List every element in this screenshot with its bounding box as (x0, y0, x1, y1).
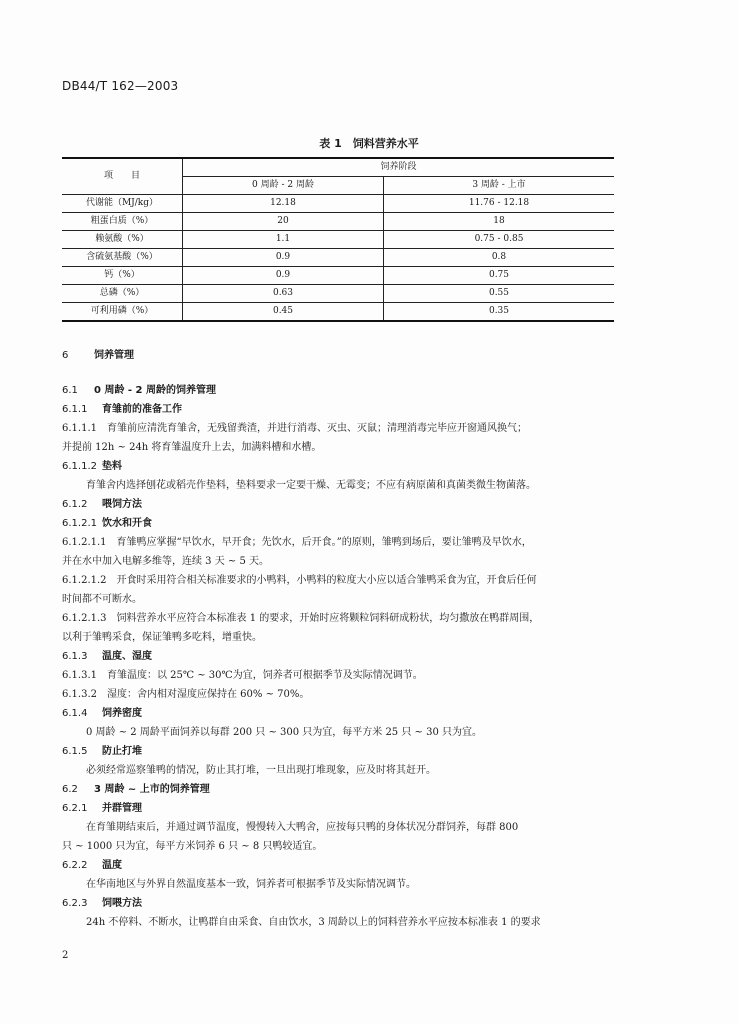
row-value-a: 0.45 (183, 303, 384, 322)
section-number: 6.1 (62, 385, 78, 396)
row-value-a: 1.1 (183, 231, 384, 249)
paragraph-6-1-2-1-1-line1: 6.1.2.1.1 育雏鸭应掌握“早饮水，早开食；先饮水，后开食。”的原则，雏鸭到场后，要让雏鸭及早饮水， (62, 537, 532, 548)
section-title: 温度 (102, 860, 122, 871)
section-number: 6.1.5 (62, 746, 88, 757)
section-heading-6-1-2 (62, 495, 618, 514)
section-heading-6-1-4 (62, 704, 618, 723)
table-row (62, 231, 614, 249)
section-number: 6.1.3 (62, 651, 88, 662)
section-heading-6-1-1-2 (62, 457, 618, 476)
row-name: 代谢能（MJ/kg） (62, 195, 183, 213)
nutrition-table (62, 157, 614, 322)
section-title: 垫料 (102, 461, 122, 472)
row-name: 钙（%） (62, 267, 183, 285)
row-name: 总磷（%） (62, 285, 183, 303)
section-number: 6.2 (62, 784, 78, 795)
header-col-0-2: 0 周龄 - 2 周龄 (183, 177, 384, 195)
row-name: 可利用磷（%） (62, 303, 183, 322)
section-heading-6-1-3 (62, 647, 618, 666)
paragraph-6-1-3-2: 6.1.3.2 湿度：舍内相对湿度应保持在 60% ~ 70%。 (62, 689, 310, 700)
row-name: 含硫氨基酸（%） (62, 249, 183, 267)
row-value-b: 0.8 (384, 249, 615, 267)
row-value-b: 0.75 - 0.85 (384, 231, 615, 249)
section-number: 6.1.2.1 (62, 518, 97, 529)
paragraph-6-2-1-line2: 只 ~ 1000 只为宜，每平方米饲养 6 只 ~ 8 只鸭较适宜。 (62, 841, 323, 852)
table-row (62, 195, 614, 213)
doc-code: DB44/T 162—2003 (62, 79, 179, 93)
table-row (62, 285, 614, 303)
section-heading-6-2-2 (62, 856, 618, 875)
section-heading-6-2-1 (62, 799, 618, 818)
paragraph-6-1-1-1-line2: 并提前 12h ~ 24h 将育雏温度升上去，加满料槽和水槽。 (62, 442, 322, 453)
paragraph-6-1-5: 必须经常巡察雏鸭的情况，防止其打堆，一旦出现打堆现象，应及时将其赶开。 (86, 765, 436, 776)
section-heading-6-2 (62, 780, 618, 799)
paragraph-6-1-1-1-line1: 6.1.1.1 育雏前应清洗育雏舍，无残留粪渣，并进行消毒、灭虫、灭鼠；清理消毒完毕应开窗通风换气； (62, 423, 527, 434)
paragraph-6-1-2-1-1-line2: 并在水中加入电解多维等，连续 3 天 ~ 5 天。 (62, 556, 269, 567)
row-value-a: 0.63 (183, 285, 384, 303)
section-heading-6 (62, 346, 618, 365)
section-title: 饲养密度 (102, 708, 142, 719)
table-row (62, 267, 614, 285)
paragraph-6-1-2-1-2-line2: 时间都不可断水。 (62, 594, 142, 605)
paragraph-6-1-4: 0 周龄 ~ 2 周龄平面饲养以每群 200 只 ~ 300 只为宜，每平方米 25 只 ~ 30 只为宜。 (86, 727, 482, 738)
table-row (62, 213, 614, 231)
row-value-b: 0.55 (384, 285, 615, 303)
header-item: 项 目 (62, 158, 183, 195)
row-value-a: 20 (183, 213, 384, 231)
paragraph-6-1-3-1: 6.1.3.1 育雏温度：以 25℃ ~ 30℃为宜，饲养者可根据季节及实际情况调节。 (62, 670, 423, 681)
row-value-b: 18 (384, 213, 615, 231)
section-number: 6.1.1.2 (62, 461, 97, 472)
table-row (62, 303, 614, 322)
section-heading-6-2-3 (62, 894, 618, 913)
table-row (62, 249, 614, 267)
section-number: 6.2.2 (62, 860, 88, 871)
paragraph-6-1-2-1-3-line1: 6.1.2.1.3 饲料营养水平应符合本标准表 1 的要求，开始时应将颗粒饲料研成粉状，均匀撒放在鸭群周围， (62, 613, 540, 624)
body-text (62, 336, 618, 932)
section-heading-6-1-5 (62, 742, 618, 761)
section-title: 3 周龄 ~ 上市的饲养管理 (94, 784, 210, 795)
row-name: 粗蛋白质（%） (62, 213, 183, 231)
section-number: 6 (62, 350, 69, 361)
row-value-b: 0.75 (384, 267, 615, 285)
header-col-3-market: 3 周龄 - 上市 (384, 177, 615, 195)
row-value-a: 12.18 (183, 195, 384, 213)
section-title: 并群管理 (102, 803, 142, 814)
paragraph-6-2-2: 在华南地区与外界自然温度基本一致，饲养者可根据季节及实际情况调节。 (86, 879, 416, 890)
section-number: 6.1.1 (62, 404, 88, 415)
table-header-row (62, 158, 614, 177)
row-value-a: 0.9 (183, 267, 384, 285)
section-number: 6.1.4 (62, 708, 88, 719)
section-number: 6.2.1 (62, 803, 88, 814)
paragraph-6-1-1-2: 育雏舍内选择刨花或稻壳作垫料，垫料要求一定要干燥、无霉变；不应有病原菌和真菌类微生物菌落。 (86, 480, 536, 491)
section-title: 饲养管理 (94, 350, 134, 361)
section-heading-6-1-1 (62, 400, 618, 419)
section-number: 6.1.2 (62, 499, 88, 510)
row-value-a: 0.9 (183, 249, 384, 267)
row-value-b: 0.35 (384, 303, 615, 322)
section-number: 6.2.3 (62, 898, 88, 909)
row-value-b: 11.76 - 12.18 (384, 195, 615, 213)
section-heading-6-1 (62, 381, 618, 400)
section-title: 防止打堆 (102, 746, 142, 757)
row-name: 赖氨酸（%） (62, 231, 183, 249)
section-title: 0 周龄 - 2 周龄的饲养管理 (94, 385, 216, 396)
section-title: 饮水和开食 (102, 518, 152, 529)
paragraph-6-1-2-1-3-line2: 以利于雏鸭采食，保证雏鸭多吃料，增重快。 (62, 632, 262, 643)
section-title: 温度、湿度 (102, 651, 152, 662)
page-number: 2 (62, 950, 69, 961)
section-title: 喂饲方法 (102, 499, 142, 510)
section-title: 育雏前的准备工作 (102, 404, 182, 415)
paragraph-6-2-3: 24h 不停料、不断水，让鸭群自由采食、自由饮水，3 周龄以上的饲料营养水平应按本标准表 1 的要求 (86, 917, 541, 928)
table-title: 表 1 饲料营养水平 (319, 137, 419, 150)
header-stage: 饲养阶段 (183, 158, 615, 177)
section-title: 饲喂方法 (102, 898, 142, 909)
section-heading-6-1-2-1 (62, 514, 618, 533)
paragraph-6-1-2-1-2-line1: 6.1.2.1.2 开食时采用符合相关标准要求的小鸭料，小鸭料的粒度大小应以适合雏鸭采食为宜，开食后任何 (62, 575, 537, 586)
paragraph-6-2-1-line1: 在育雏期结束后，并通过调节温度，慢慢转入大鸭舍，应按每只鸭的身体状况分群饲养，每群 800 (86, 822, 519, 833)
